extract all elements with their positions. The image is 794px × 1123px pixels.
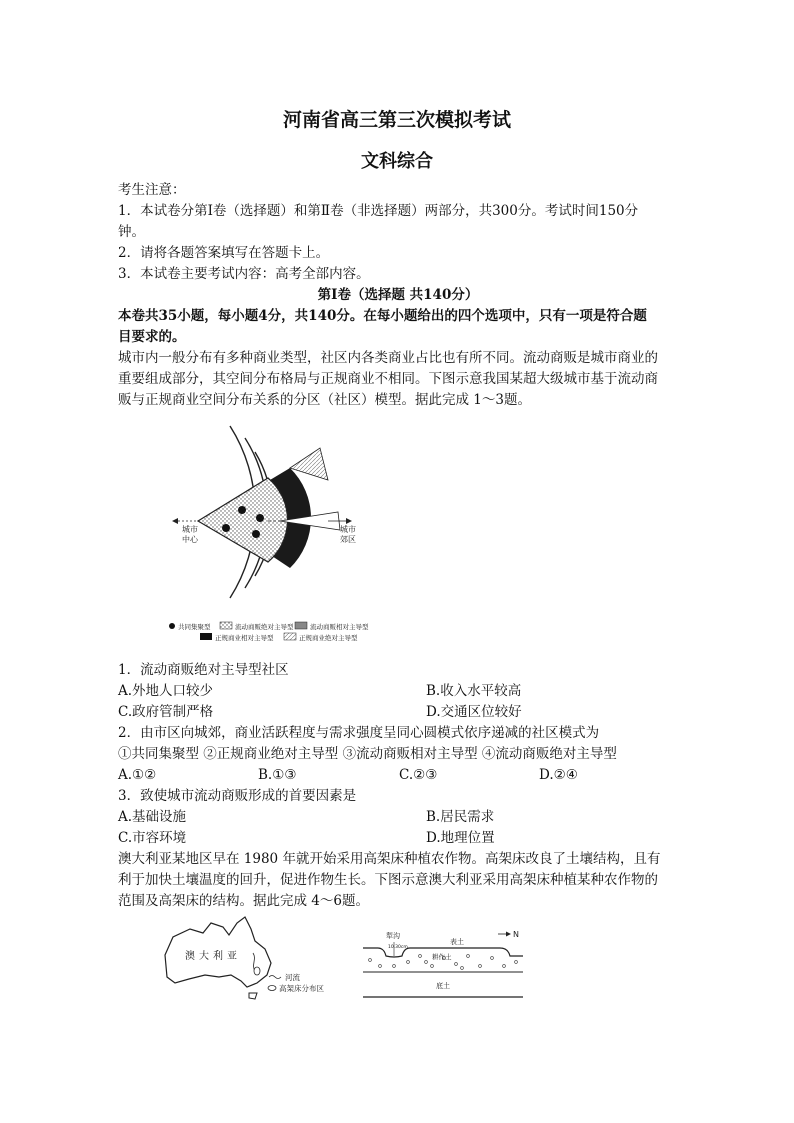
- notice-item: 2．请将各题答案填写在答题卡上。: [118, 245, 330, 261]
- option-b[interactable]: B.居民需求: [426, 809, 495, 825]
- option-b[interactable]: B.①③: [258, 767, 297, 783]
- center-label: 城市: [182, 525, 198, 534]
- center-label: 中心: [182, 535, 198, 544]
- notice-item: 1．本试卷分第Ⅰ卷（选择题）和第Ⅱ卷（非选择题）两部分，共300分。考试时间150分: [118, 203, 639, 219]
- zone-model-figure: [160, 418, 400, 648]
- option-b[interactable]: B.收入水平较高: [426, 683, 522, 699]
- passage-line: 贩与正规商业空间分布关系的分区（社区）模型。据此完成 1～3题。: [118, 392, 531, 408]
- australia-map: [145, 915, 345, 1005]
- page-title: 河南省高三第三次模拟考试: [282, 109, 511, 131]
- notice-item: 钟。: [118, 224, 145, 240]
- legend-black-icon: [200, 633, 212, 640]
- cluster-dot: [238, 506, 246, 514]
- option-d[interactable]: D.②④: [539, 767, 578, 783]
- cluster-dot: [222, 524, 230, 532]
- suburb-label: 郊区: [340, 535, 356, 544]
- legend-item: 正规商业绝对主导型: [299, 634, 358, 642]
- vendor-absolute-zone: [198, 478, 287, 562]
- legend-gray-icon: [295, 622, 307, 629]
- legend-area: 高架床分布区: [279, 984, 324, 993]
- passage-line: 澳大利亚某地区早在 1980 年就开始采用高架床种植农作物。高架床改良了土壤结构，且有: [118, 851, 661, 867]
- legend-item: 共同集聚型: [178, 623, 211, 631]
- topsoil-label: 表土: [450, 938, 464, 946]
- passage-line: 重要组成部分，其空间分布格局与正规商业不相同。下图示意我国某超大级城市基于流动商: [118, 371, 658, 387]
- passage-line: 利于加快土壤温度的回升，促进作物生长。下图示意澳大利亚采用高架床种植某种农作物的: [118, 872, 658, 888]
- depth-label: 10.30cm: [388, 945, 408, 950]
- notice-heading: 考生注意：: [118, 182, 186, 198]
- question-stem: 1．流动商贩绝对主导型社区: [118, 662, 289, 678]
- north-label: N: [513, 930, 519, 939]
- legend-river: 河流: [285, 973, 300, 982]
- page-subtitle: 文科综合: [361, 151, 433, 172]
- question-stem: 3．致使城市流动商贩形成的首要因素是: [118, 788, 357, 804]
- question-items: ①共同集聚型 ②正规商业绝对主导型 ③流动商贩相对主导型 ④流动商贩绝对主导型: [118, 746, 617, 762]
- section-heading: 第Ⅰ卷（选择题 共140分）: [317, 287, 479, 303]
- option-a[interactable]: A.外地人口较少: [118, 683, 214, 699]
- option-d[interactable]: D.地理位置: [426, 830, 495, 846]
- cluster-dot: [256, 514, 264, 522]
- suburb-label: 城市: [340, 525, 356, 534]
- option-c[interactable]: C.②③: [399, 767, 438, 783]
- cluster-dot: [252, 530, 260, 538]
- furrow-label: 犁沟: [386, 932, 400, 940]
- section-intro: 目要求的。: [118, 329, 186, 345]
- option-d[interactable]: D.交通区位较好: [426, 704, 522, 720]
- raised-bed-area: [254, 967, 260, 975]
- question-stem: 2．由市区向城郊，商业活跃程度与需求强度呈同心圆模式依序递减的社区模式为: [118, 725, 600, 741]
- legend-dot-icon: [169, 623, 175, 629]
- legend-area-icon: [268, 986, 276, 991]
- legend-item: 流动商贩绝对主导型: [235, 623, 294, 631]
- legend-hatch-icon: [284, 633, 296, 640]
- map-label: 澳大利亚: [185, 951, 241, 962]
- legend-river-icon: [269, 976, 281, 979]
- tilled-label: 耕作土: [432, 953, 452, 961]
- legend-item: 流动商贩相对主导型: [310, 623, 369, 631]
- passage-line: 范围及高架床的结构。据此完成 4～6题。: [118, 893, 369, 909]
- notice-item: 3．本试卷主要考试内容：高考全部内容。: [118, 266, 370, 282]
- option-c[interactable]: C.政府管制严格: [118, 704, 214, 720]
- option-a[interactable]: A.基础设施: [118, 809, 187, 825]
- section-intro: 本卷共35小题，每小题4分，共140分。在每小题给出的四个选项中，只有一项是符合题: [118, 308, 647, 324]
- legend-dotted-icon: [220, 622, 232, 629]
- subsoil-label: 底土: [436, 982, 450, 990]
- option-a[interactable]: A.①②: [118, 767, 157, 783]
- passage-line: 城市内一般分布有多种商业类型，社区内各类商业占比也有所不同。流动商贩是城市商业的: [118, 350, 658, 366]
- raised-bed-diagram: [358, 922, 528, 1002]
- legend-item: 正规商业相对主导型: [215, 634, 274, 642]
- option-c[interactable]: C.市容环境: [118, 830, 187, 846]
